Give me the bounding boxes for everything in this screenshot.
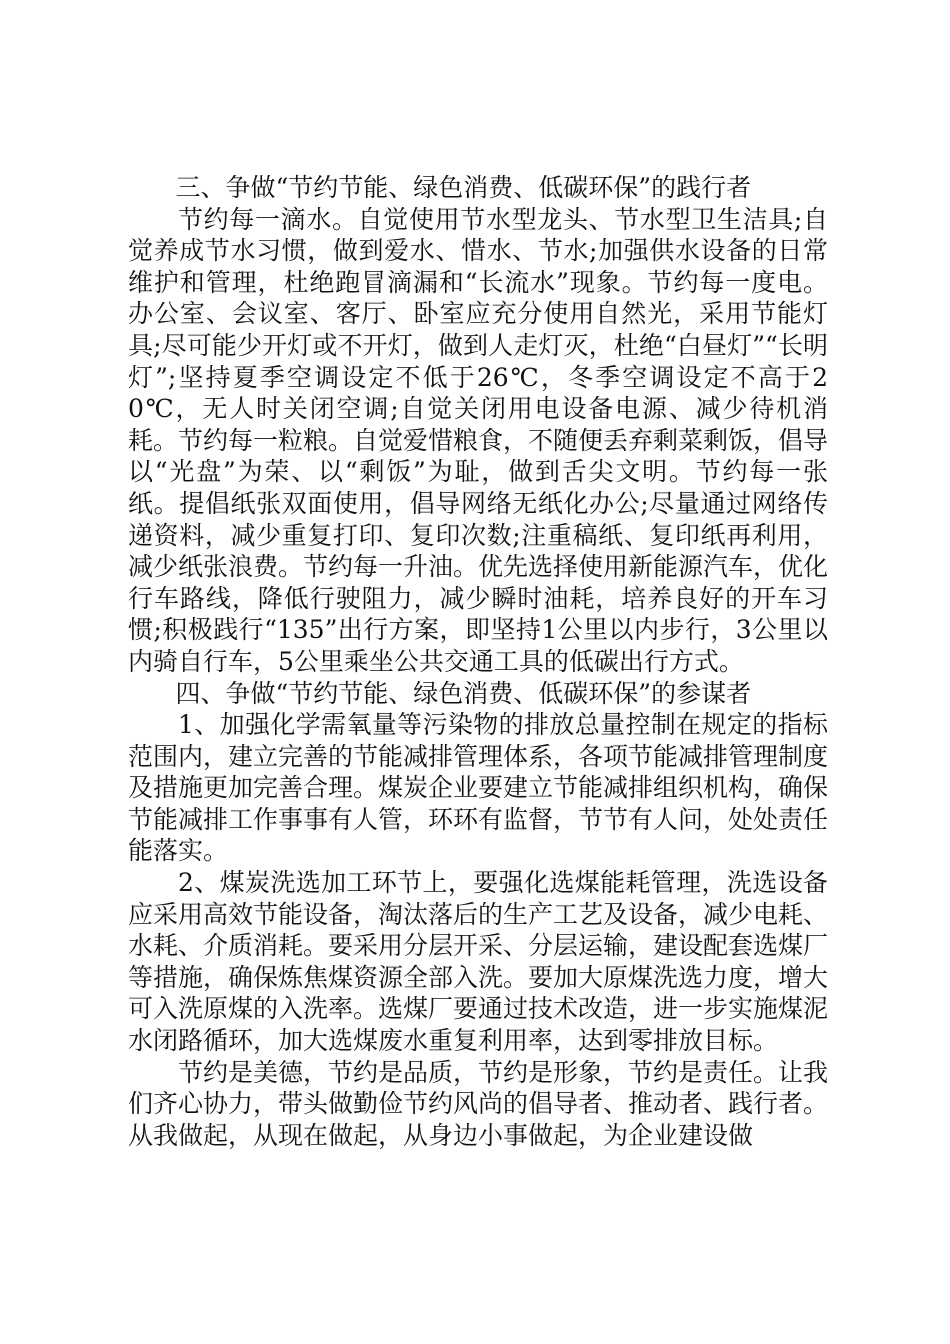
paragraph-saving-practices: 节约每一滴水。自觉使用节水型龙头、节水型卫生洁具;自觉养成节水习惯，做到爱水、惜水、节水;加强供水设备的日常维护和管理，杜绝跑冒滴漏和“长流水”现象。节约每一度电。办公室、会议室、客厅、卧室应充分使用自然光，采用节能灯具;尽可能少开灯或不开灯，做到人走灯灭，杜绝“白昼灯”“长明灯”;坚持夏季空调设定不低于26℃，冬季空调设定不高于20℃，无人时关闭空调;自觉关闭用电设备电源、减少待机消耗。节约每一粒粮。自觉爱惜粮食，不随便丢弃剩菜剩饭，倡导以“光盘”为荣、以“剩饭”为耻，做到舌尖文明。节约每一张纸。提倡纸张双面使用，倡导网络无纸化办公;尽量通过网络传递资料，减少重复打印、复印次数;注重稿纸、复印纸再利用，减少纸张浪费。节约每一升油。优先选择使用新能源汽车，优化行车路线，降低行驶阻力，减少瞬时油耗，培养良好的开车习惯;积极践行“135”出行方案，即坚持1公里以内步行，3公里以内骑自行车，5公里乘坐公共交通工具的低碳出行方式。 <box>128 204 829 676</box>
document-body <box>128 172 828 1151</box>
section-heading-4: 四、争做“节约节能、绿色消费、低碳环保”的参谋者 <box>175 678 752 708</box>
paragraph-item-2: 2、煤炭洗选加工环节上，要强化选煤能耗管理，洗选设备应采用高效节能设备，淘汰落后的生产工艺及设备，减少电耗、水耗、介质消耗。要采用分层开采、分层运输，建设配套选煤厂等措施，确保炼焦煤资源全部入洗。要加大原煤洗选力度，增大可入洗原煤的入洗率。选煤厂要通过技术改造，进一步实施煤泥水闭路循环，加大选煤废水重复利用率，达到零排放目标。 <box>128 868 829 1056</box>
paragraph-item-1: 1、加强化学需氧量等污染物的排放总量控制在规定的指标范围内，建立完善的节能减排管理体系，各项节能减排管理制度及措施更加完善合理。煤炭企业要建立节能减排组织机构，确保节能减排工作事事有人管，环环有监督，节节有人问，处处责任能落实。 <box>128 710 829 866</box>
paragraph-conclusion: 节约是美德，节约是品质，节约是形象，节约是责任。让我们齐心协力，带头做勤俭节约风尚的倡导者、推动者、践行者。从我做起，从现在做起，从身边小事做起，为企业建设做 <box>128 1057 829 1150</box>
section-heading-3: 三、争做“节约节能、绿色消费、低碳环保”的践行者 <box>175 173 752 202</box>
